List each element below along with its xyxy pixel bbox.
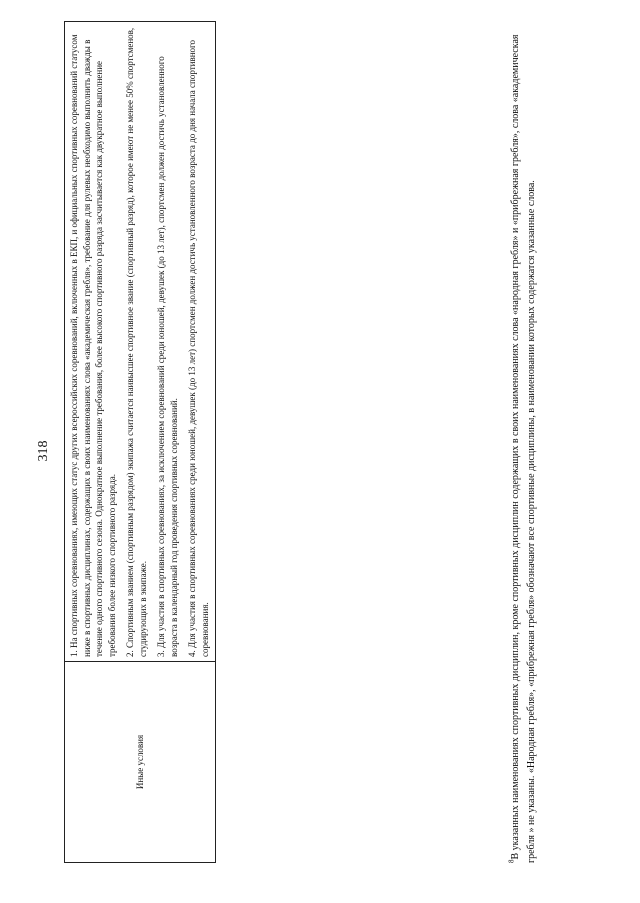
footnote-text: В указанных наименованиях спортивных дисциплин, кроме спортивных дисциплин содержащих в своих наименованиях слова «народная гребля» и «прибрежная гребля», слова «академическая гребля » не указаны. «Народная гребля», «прибрежная гребля» обозначают все спортивные дисциплины, в наименовании которых содержатся указанные слова. xyxy=(510,34,537,863)
row-label: Иные условия xyxy=(65,662,216,863)
table-row xyxy=(65,22,216,863)
clause-4: 4. Для участия в спортивных соревнованиях среди юношей, девушек (до 13 лет) спортсмен должен достичь установленного возраста до дня начала спортивного соревнования. xyxy=(187,39,210,657)
footnote xyxy=(508,21,540,863)
footnote-marker: 8 xyxy=(507,859,516,863)
clause-1: 1. На спортивных соревнованиях, имеющих статус других всероссийских соревнований, включенных в ЕКП, и официальных спортивных соревнований статусом ниже в спортивных дисциплинах, содержащих в своих наименованиях слова «академическая гребля», требование для рулевых необходимо выполнить дважды в течение одного спортивного сезона. Однократное выполнение требования, более высокого спортивного разряда засчитывается как двукратное выполнение требования более низкого спортивного разряда. xyxy=(69,34,117,657)
clause-2: 2. Спортивным званием (спортивным разрядом) экипажа считается наивысшее спортивное звание (спортивный разряд), которое имеют не менее 50% спортсменов, студирующих в экипаже. xyxy=(125,27,148,657)
other-conditions-table xyxy=(64,21,216,863)
page-number: 318 xyxy=(36,440,51,462)
conditions-cell xyxy=(65,22,216,662)
clause-3: 3. Для участия в спортивных соревнованиях, за исключением соревнований среди юношей, девушек (до 13 лет), спортсмен должен достичь установленного возраста в календарный год проведения спортивных соревнований. xyxy=(156,56,179,657)
